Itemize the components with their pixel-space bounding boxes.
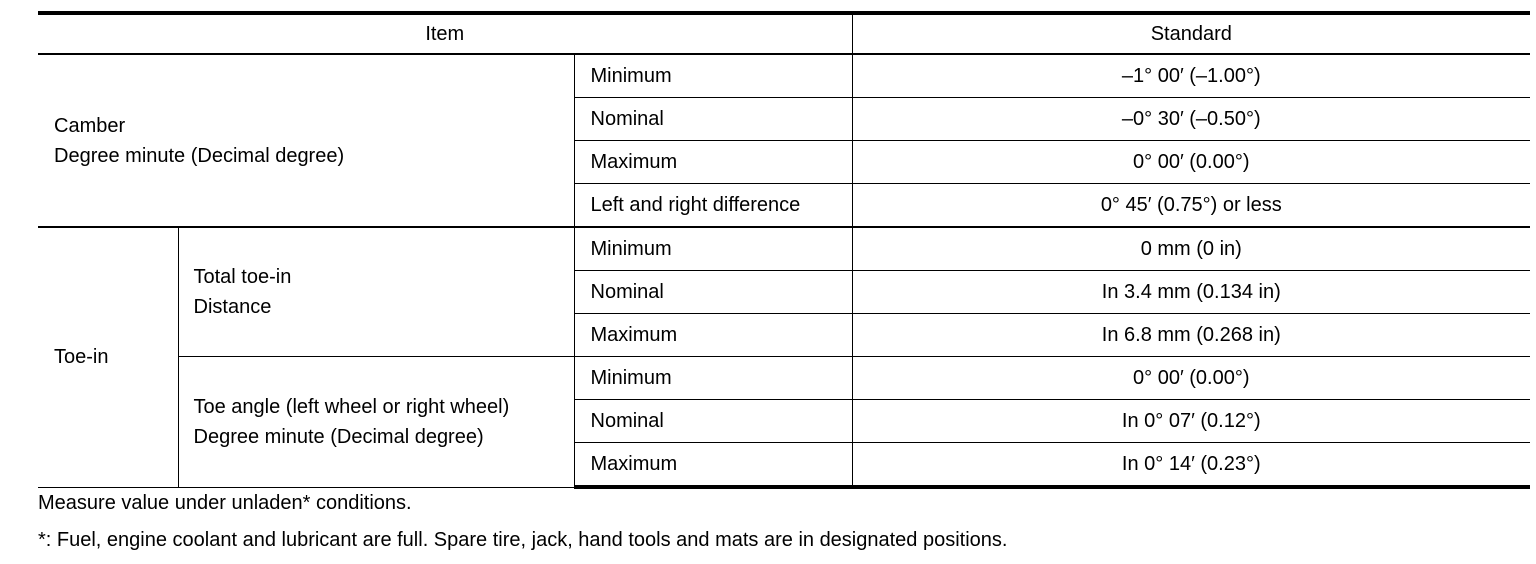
row-label: Minimum [574,227,852,271]
table-row [38,357,1530,400]
measure-note: Measure value under unladen* conditions. [38,492,412,514]
row-value: 0° 00′ (0.00°) [852,141,1530,184]
row-label: Minimum [574,54,852,98]
toe-angle-group-label [178,357,574,488]
table-header-row [38,13,1530,54]
row-value: 0° 45′ (0.75°) or less [852,184,1530,228]
table-row [38,227,1530,271]
table-row [38,54,1530,98]
row-label: Minimum [574,357,852,400]
row-value: –1° 00′ (–1.00°) [852,54,1530,98]
total-toe-in-group-label [178,227,574,357]
camber-unit-label: Degree minute (Decimal degree) [54,144,345,167]
row-label: Left and right difference [574,184,852,228]
wheel-alignment-spec-table [38,11,1530,489]
row-value: 0 mm (0 in) [852,227,1530,271]
toe-angle-label: Toe angle (left wheel or right wheel) [193,395,510,418]
row-value: In 0° 14′ (0.23°) [852,443,1530,488]
row-value: –0° 30′ (–0.50°) [852,98,1530,141]
footnote: *: Fuel, engine coolant and lubricant are full. Spare tire, jack, hand tools and mats are in designated positions. [38,529,1008,551]
header-standard: Standard [852,13,1530,54]
row-label: Maximum [574,314,852,357]
toe-in-label: Toe-in [38,227,178,487]
total-toe-in-unit-label: Distance [193,296,272,318]
row-label: Maximum [574,443,852,488]
row-value: In 0° 07′ (0.12°) [852,400,1530,443]
row-label: Maximum [574,141,852,184]
row-label: Nominal [574,98,852,141]
camber-label: Camber [54,114,126,137]
row-value: In 3.4 mm (0.134 in) [852,271,1530,314]
toe-angle-unit-label: Degree minute (Decimal degree) [193,425,484,448]
total-toe-in-label: Total toe-in [193,266,292,288]
row-value: In 6.8 mm (0.268 in) [852,314,1530,357]
row-value: 0° 00′ (0.00°) [852,357,1530,400]
row-label: Nominal [574,271,852,314]
camber-group-label [38,54,574,227]
header-item: Item [38,13,852,54]
row-label: Nominal [574,400,852,443]
